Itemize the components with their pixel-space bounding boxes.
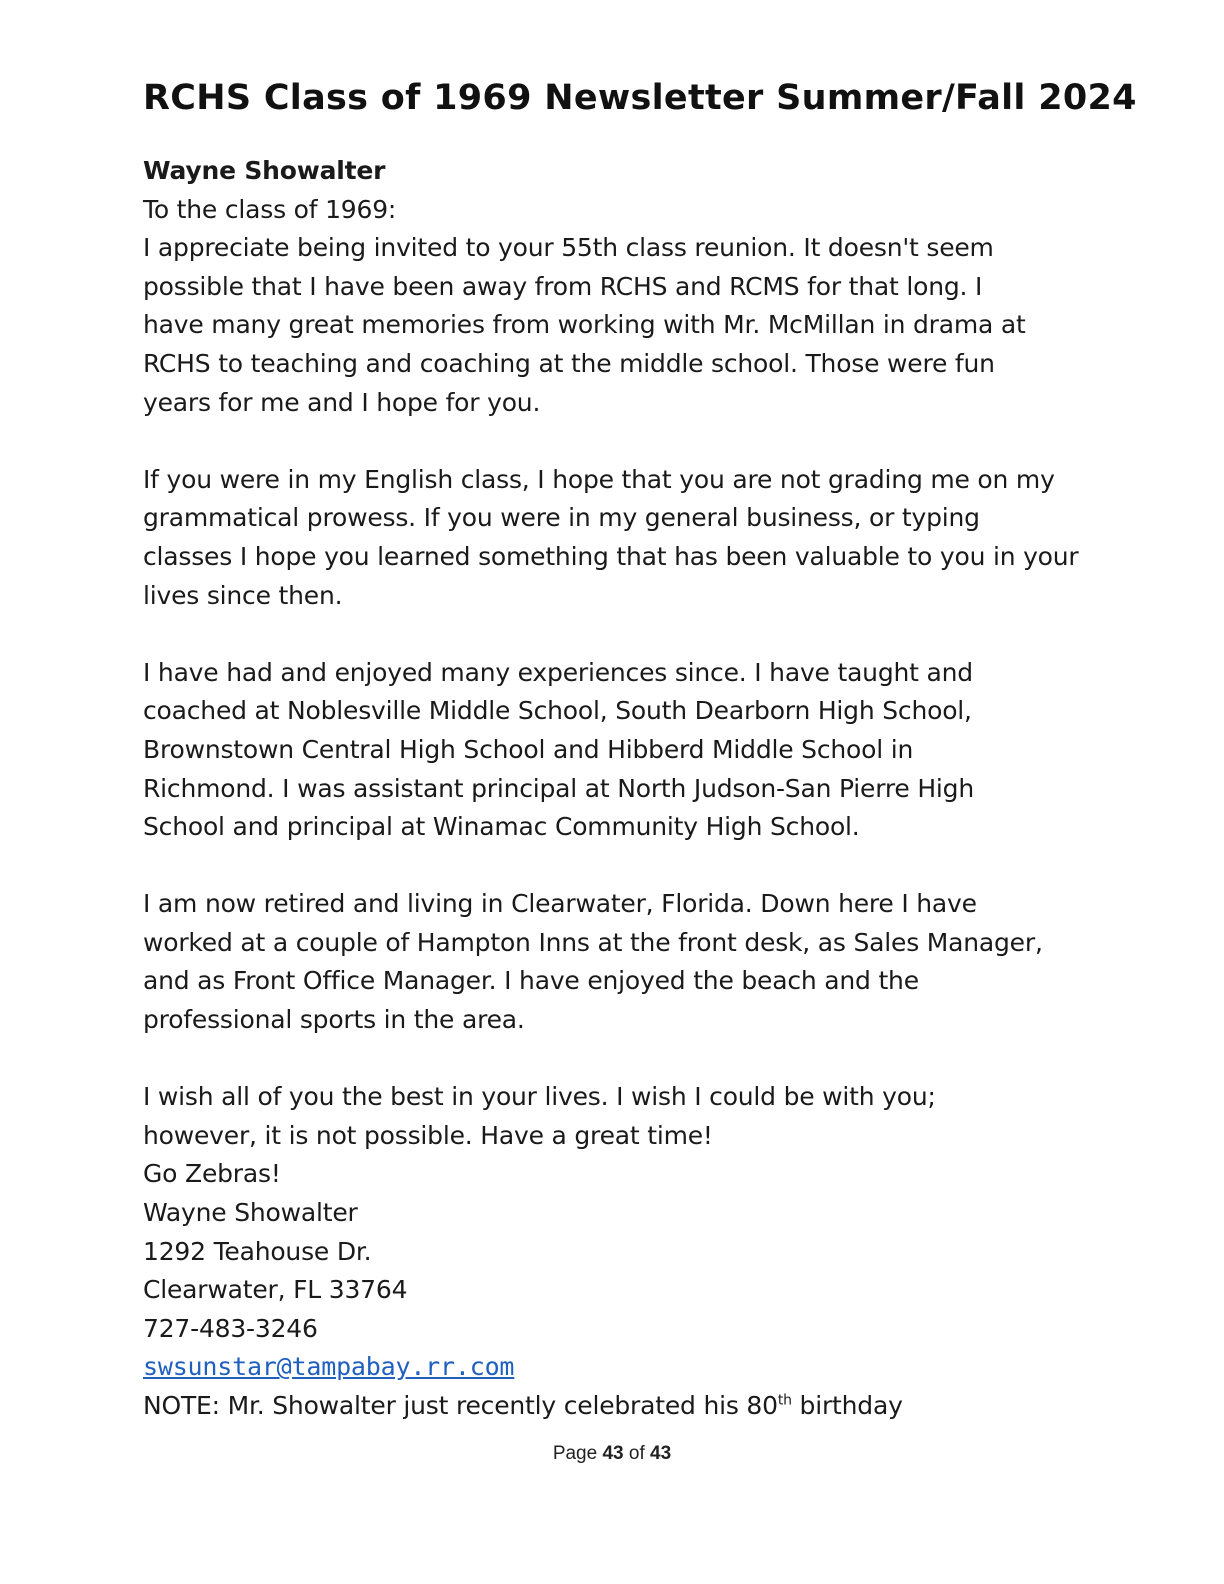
paragraph-line: If you were in my English class, I hope that you are not grading me on my bbox=[143, 464, 1055, 494]
paragraph-line: worked at a couple of Hampton Inns at the front desk, as Sales Manager, bbox=[143, 927, 1043, 957]
paragraph-classes bbox=[143, 461, 1103, 615]
note-superscript: th bbox=[777, 1392, 792, 1409]
paragraph-spacer bbox=[143, 847, 1103, 886]
signature-phone: 727-483-3246 bbox=[143, 1313, 318, 1343]
footer-total-pages: 43 bbox=[650, 1443, 672, 1464]
paragraph-spacer bbox=[143, 422, 1103, 461]
birthday-note bbox=[143, 1387, 1103, 1426]
paragraph-line: I have had and enjoyed many experiences since. I have taught and bbox=[143, 657, 973, 687]
sign-off: Go Zebras! bbox=[143, 1159, 281, 1189]
paragraph-line: coached at Noblesville Middle School, South Dearborn High School, bbox=[143, 696, 972, 726]
paragraph-line: I wish all of you the best in your lives. I wish I could be with you; bbox=[143, 1082, 936, 1112]
signature-name: Wayne Showalter bbox=[143, 1198, 358, 1228]
signature-city: Clearwater, FL 33764 bbox=[143, 1275, 408, 1305]
paragraph-line: years for me and I hope for you. bbox=[143, 387, 541, 417]
paragraph-spacer bbox=[143, 615, 1103, 654]
paragraph-line: I appreciate being invited to your 55th class reunion. It doesn't seem bbox=[143, 233, 994, 263]
note-suffix: birthday bbox=[791, 1391, 903, 1420]
greeting-line: To the class of 1969: bbox=[143, 194, 397, 224]
paragraph-line: lives since then. bbox=[143, 580, 343, 610]
paragraph-line: grammatical prowess. If you were in my general business, or typing bbox=[143, 503, 980, 533]
paragraph-spacer bbox=[143, 1040, 1103, 1079]
page-footer bbox=[0, 1443, 1224, 1465]
newsletter-title: RCHS Class of 1969 Newsletter Summer/Fall 2024 bbox=[143, 78, 1137, 118]
paragraph-experiences bbox=[143, 654, 1103, 847]
email-link[interactable]: swsunstar@tampabay.rr.com bbox=[143, 1352, 515, 1382]
paragraph-line: RCHS to teaching and coaching at the middle school. Those were fun bbox=[143, 348, 995, 378]
paragraph-line: Brownstown Central High School and Hibberd Middle School in bbox=[143, 734, 914, 764]
author-heading: Wayne Showalter bbox=[143, 156, 386, 185]
paragraph-reunion bbox=[143, 229, 1103, 422]
footer-of-word: of bbox=[628, 1443, 645, 1464]
paragraph-line: School and principal at Winamac Community High School. bbox=[143, 812, 860, 842]
paragraph-wishes bbox=[143, 1078, 1103, 1155]
paragraph-line: Richmond. I was assistant principal at North Judson-San Pierre High bbox=[143, 773, 974, 803]
paragraph-line: have many great memories from working with Mr. McMillan in drama at bbox=[143, 310, 1026, 340]
footer-current-page: 43 bbox=[602, 1443, 624, 1464]
note-text: NOTE: Mr. Showalter just recently celebrated his 80 bbox=[143, 1391, 778, 1420]
signature-email-line bbox=[143, 1348, 1103, 1387]
paragraph-line: however, it is not possible. Have a great time! bbox=[143, 1120, 713, 1150]
signature-street: 1292 Teahouse Dr. bbox=[143, 1236, 372, 1266]
footer-page-word: Page bbox=[552, 1443, 598, 1464]
paragraph-line: professional sports in the area. bbox=[143, 1005, 525, 1035]
paragraph-line: possible that I have been away from RCHS and RCMS for that long. I bbox=[143, 271, 983, 301]
paragraph-line: classes I hope you learned something that has been valuable to you in your bbox=[143, 541, 1079, 571]
paragraph-retirement bbox=[143, 885, 1103, 1039]
paragraph-line: and as Front Office Manager. I have enjoyed the beach and the bbox=[143, 966, 919, 996]
paragraph-line: I am now retired and living in Clearwater, Florida. Down here I have bbox=[143, 889, 977, 919]
letter-body bbox=[143, 152, 1103, 1426]
